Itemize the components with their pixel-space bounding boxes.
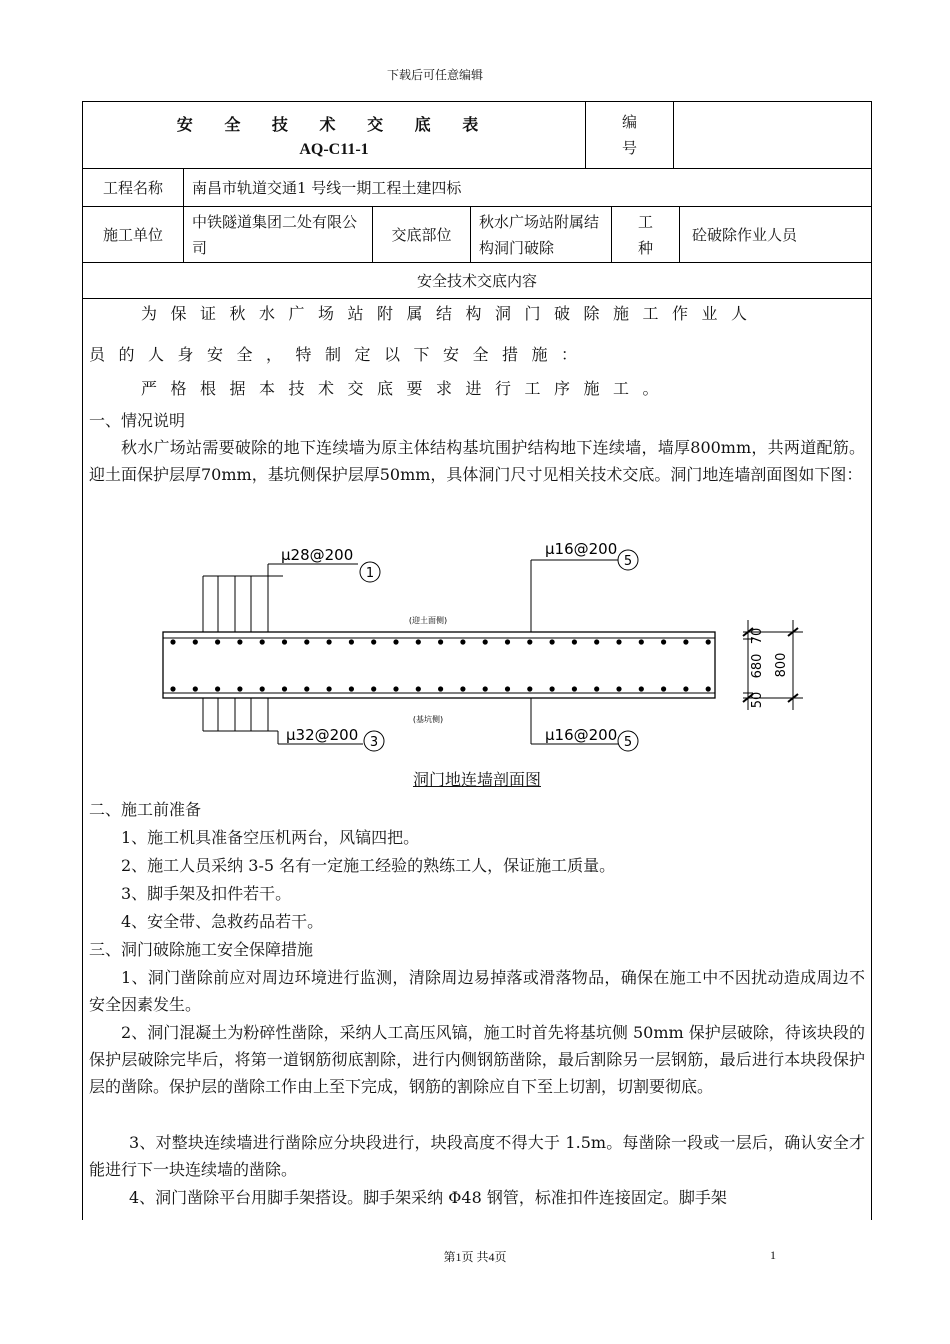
unit-label: 施工单位 [83, 207, 184, 262]
top-right-leader [531, 560, 618, 632]
rebar-dot [371, 639, 376, 644]
header-note: 下载后可任意编辑 [386, 68, 483, 82]
bottom-rebar-dots [170, 686, 710, 691]
project-value: 南昌市轨道交通1 号线一期工程土建四标 [192, 179, 462, 197]
rebar-dot [237, 686, 242, 691]
number-value[interactable] [674, 102, 871, 168]
safety-disclosure-form [82, 101, 872, 1220]
rebar-dot [661, 639, 666, 644]
section-1-heading: 一、情况说明 [89, 411, 186, 430]
trade-value: 砼破除作业人员 [692, 226, 798, 244]
project-label: 工程名称 [83, 169, 184, 206]
project-row [83, 169, 871, 207]
rebar-dot [327, 639, 332, 644]
rebar-dot [393, 639, 398, 644]
rebar-dot [193, 639, 198, 644]
unit-row [83, 207, 871, 263]
side-bottom-label: (基坑侧) [412, 715, 444, 724]
rebar-dot [371, 686, 376, 691]
rebar-dot [661, 686, 666, 691]
rebar-dot [349, 686, 354, 691]
num-top-left: 1 [365, 566, 375, 581]
label-bottom-right: µ16@200 [545, 726, 618, 744]
label-top-left: µ28@200 [281, 546, 354, 564]
rebar-dot [639, 639, 644, 644]
num-bottom-left: 3 [369, 735, 379, 750]
dim-50: 50 [750, 691, 765, 709]
rebar-dot [594, 686, 599, 691]
rebar-dot [438, 686, 443, 691]
number-label: 编 号 [586, 102, 674, 168]
rebar-dot [170, 686, 175, 691]
part-label: 交底部位 [373, 207, 471, 262]
title-row [83, 102, 871, 169]
section-1-body: 秋水广场站需要破除的地下连续墙为原主体结构基坑围护结构地下连续墙，墙厚800mm，共两道配筋。迎土面保护层厚70mm，基坑侧保护层厚50mm，具体洞门尺寸见相关技术交底。洞门地连墙剖面图如下图： [89, 438, 865, 484]
rebar-dot [170, 639, 175, 644]
rebar-dot [572, 639, 577, 644]
rebar-dot [550, 686, 555, 691]
section-3-item-3: 3、对整块连续墙进行凿除应分块段进行，块段高度不得大于 1.5m。每凿除一段或一层后，确认安全才能进行下一块连续墙的凿除。 [89, 1133, 865, 1179]
rebar-dot [527, 639, 532, 644]
rebar-dot [616, 639, 621, 644]
rebar-dot [349, 639, 354, 644]
rebar-dot [616, 686, 621, 691]
section-3-heading: 三、洞门破除施工安全保障措施 [89, 940, 314, 959]
section-3-item-1: 1、洞门凿除前应对周边环境进行监测，清除周边易掉落或滑落物品，确保在施工中不因扰动造成周边不安全因素发生。 [89, 968, 865, 1014]
section-2-item-4: 4、安全带、急救药品若干。 [121, 912, 324, 931]
rebar-dot [505, 639, 510, 644]
page-number: 1 [770, 1248, 776, 1262]
rebar-dot [304, 639, 309, 644]
rebar-dot [327, 686, 332, 691]
top-rebar-dots [170, 639, 710, 644]
rebar-dot [527, 686, 532, 691]
top-left-leaders [203, 564, 358, 632]
rebar-dot [683, 639, 688, 644]
rebar-dot [706, 686, 711, 691]
rebar-dot [483, 639, 488, 644]
dim-680: 680 [750, 653, 765, 679]
rebar-dot [460, 686, 465, 691]
section-3-item-2: 2、洞门混凝土为粉碎性凿除，采纳人工高压风镐，施工时首先将基坑侧 50mm 保护层破除，待该块段的保护层破除完毕后，将第一道钢筋彻底割除，进行内侧钢筋凿除，最后割除另一层钢筋，最后进行本块段保护层的凿除。保护层的凿除工作由上至下完成，钢筋的割除应自下至上切割，切割要彻底。 [89, 1023, 865, 1096]
rebar-dot [505, 686, 510, 691]
section-2-item-1: 1、施工机具准备空压机两台，风镐四把。 [121, 828, 420, 847]
rebar-dot [215, 686, 220, 691]
dim-800: 800 [774, 652, 789, 678]
diagram-caption: 洞门地连墙剖面图 [412, 770, 541, 789]
rebar-dot [639, 686, 644, 691]
side-top-label: (迎土面侧) [408, 616, 448, 625]
trade-label: 工种 [612, 207, 680, 262]
rebar-dot [594, 639, 599, 644]
label-bottom-left: µ32@200 [286, 726, 359, 744]
intro-line-2: 员的人身安全，特制定以下安全措施： [89, 345, 591, 364]
rebar-dot [237, 639, 242, 644]
intro-line-3: 严格根据本技术交底要求进行工序施工。 [141, 379, 673, 398]
num-bottom-right: 5 [623, 735, 633, 750]
rebar-dot [483, 686, 488, 691]
section-title-row [83, 263, 871, 299]
rebar-dot [260, 686, 265, 691]
section-2-item-3: 3、脚手架及扣件若干。 [121, 884, 292, 903]
rebar-dot [393, 686, 398, 691]
rebar-dot [706, 639, 711, 644]
page-indicator: 第1页 共4页 [443, 1250, 507, 1264]
rebar-dot [550, 639, 555, 644]
section-3-item-4: 4、洞门凿除平台用脚手架搭设。脚手架采纳 Φ48 钢管，标准扣件连接固定。脚手架 [129, 1188, 727, 1207]
form-title: 安 全 技 术 交 底 表 [176, 114, 492, 134]
section-2-heading: 二、施工前准备 [89, 800, 202, 819]
title-cell [83, 102, 586, 168]
rebar-dot [282, 639, 287, 644]
rebar-dot [304, 686, 309, 691]
rebar-dot [416, 639, 421, 644]
dim-70: 70 [750, 627, 765, 645]
section-2-item-2: 2、施工人员采纳 3-5 名有一定施工经验的熟练工人，保证施工质量。 [121, 856, 616, 875]
rebar-dot [416, 686, 421, 691]
rebar-dot [282, 686, 287, 691]
unit-value: 中铁隧道集团二处有限公司 [184, 207, 373, 262]
rebar-dot [193, 686, 198, 691]
wall-section-diagram [83, 534, 871, 794]
num-top-right: 5 [623, 554, 633, 569]
rebar-dot [572, 686, 577, 691]
section-title: 安全技术交底内容 [416, 272, 537, 290]
rebar-dot [460, 639, 465, 644]
part-value: 秋水广场站附属结构洞门破除 [471, 207, 612, 262]
label-top-right: µ16@200 [545, 540, 618, 558]
rebar-dot [438, 639, 443, 644]
content-area [83, 299, 871, 1220]
rebar-dot [260, 639, 265, 644]
form-code: AQ-C11-1 [299, 140, 369, 158]
rebar-dot [683, 686, 688, 691]
rebar-dot [215, 639, 220, 644]
intro-line-1: 为保证秋水广场站附属结构洞门破除施工作业人 [141, 304, 761, 323]
